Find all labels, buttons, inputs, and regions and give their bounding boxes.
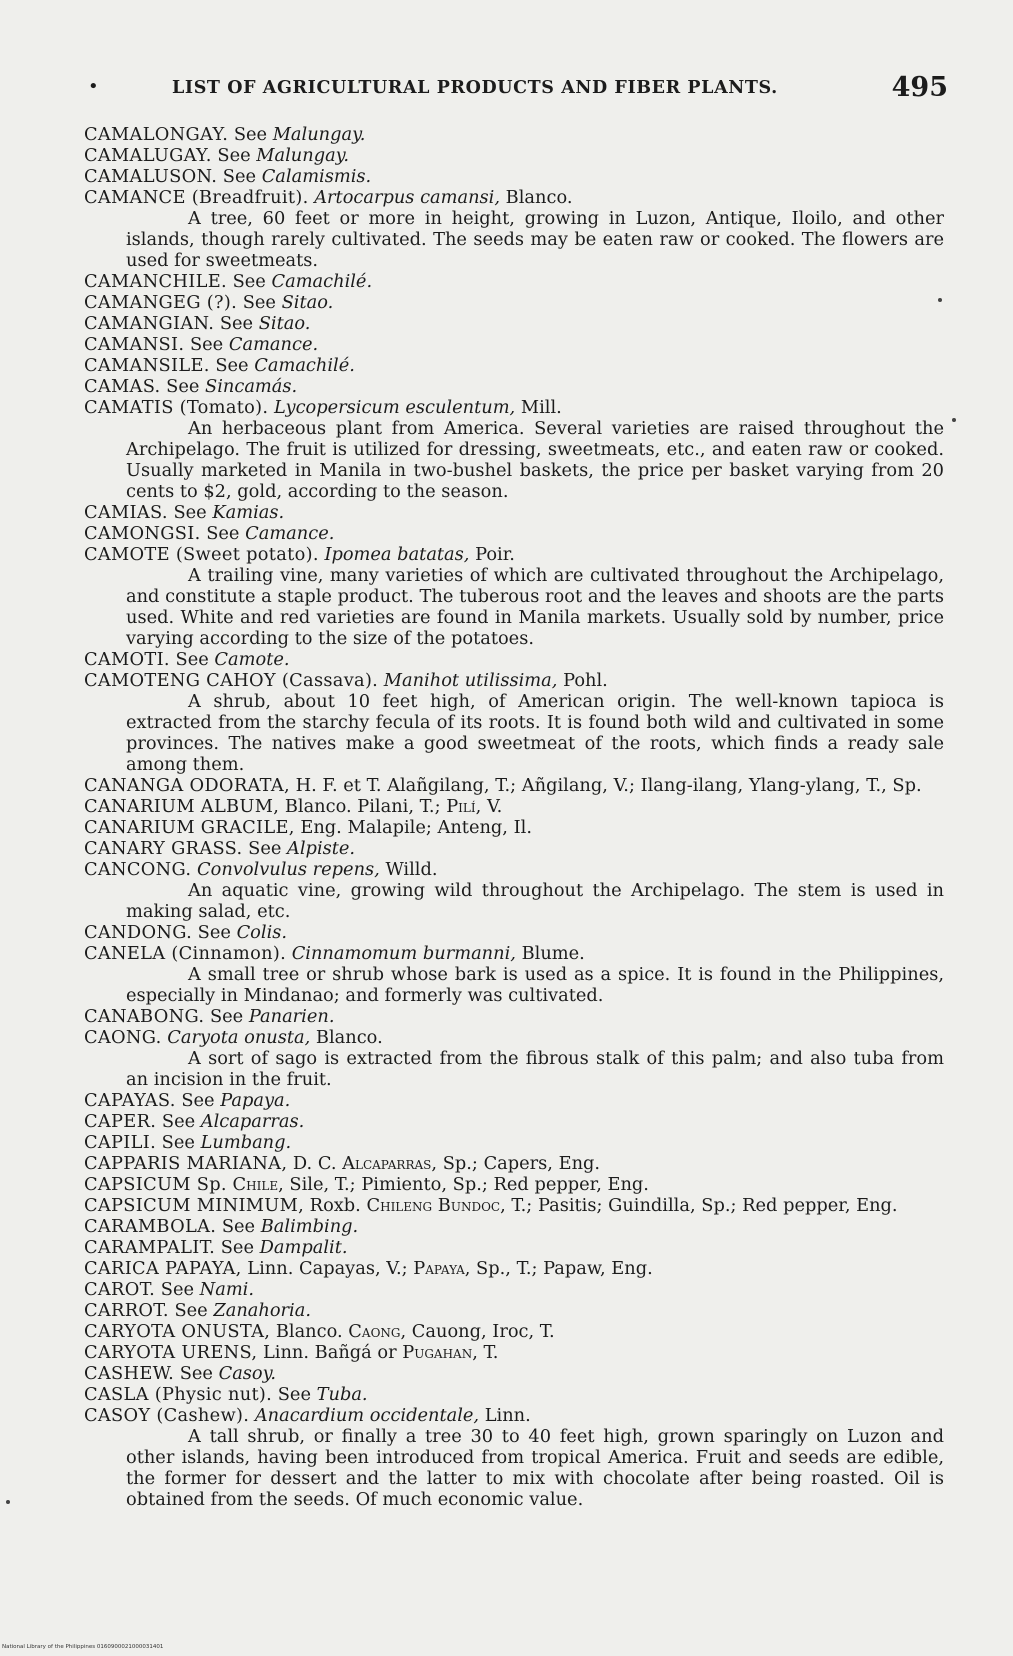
headword: CASOY (Cashew). bbox=[84, 1405, 250, 1426]
entry-line bbox=[84, 145, 944, 166]
header-mark: • bbox=[88, 76, 99, 97]
scientific-name: Alcaparras. bbox=[200, 1111, 305, 1132]
entry-text: Linn. Capayas, V.; bbox=[241, 1258, 414, 1279]
entry-text: Mill. bbox=[515, 397, 562, 418]
entry-text: See bbox=[168, 1300, 214, 1321]
entry-description: An herbaceous plant from America. Several varieties are raised throughout the Archipelago. The fruit is utilized for dressing, sweetmeats, etc., and eaten raw or cooked. Usually marketed in Manila in two-bushel baskets, the price per basket varying from 20 cents to $2, gold, according to the season. bbox=[126, 418, 944, 502]
scan-speck bbox=[6, 1500, 10, 1504]
entry-description: A shrub, about 10 feet high, of American origin. The well-known tapioca is extracted from the starchy fecula of its roots. It is found both wild and cultivated in some provinces. The natives make a good sweetmeat of the roots, which finds a ready sale among them. bbox=[126, 691, 944, 775]
headword: CAMANCE (Breadfruit). bbox=[84, 187, 309, 208]
entry-text: See bbox=[156, 1132, 201, 1153]
entry-text: Blanco. bbox=[310, 1027, 383, 1048]
entry-line bbox=[84, 1195, 944, 1216]
scientific-name: Camance. bbox=[245, 523, 335, 544]
entry-text: See bbox=[169, 649, 215, 670]
entry-line bbox=[84, 1237, 944, 1258]
scientific-name: Tuba. bbox=[316, 1384, 368, 1405]
entry-text: See bbox=[167, 502, 213, 523]
entry-text: See bbox=[200, 523, 246, 544]
headword: CAMOTENG CAHOY (Cassava). bbox=[84, 670, 379, 691]
scientific-name: Balimbing. bbox=[260, 1216, 359, 1237]
entry-text: , Sp.; Capers, Eng. bbox=[431, 1153, 601, 1174]
entry-line bbox=[84, 502, 944, 523]
entry-line bbox=[84, 670, 944, 691]
headword: CAMONGSI. bbox=[84, 523, 201, 544]
entry-text: See bbox=[192, 922, 237, 943]
headword: CANARY GRASS. bbox=[84, 838, 243, 859]
scientific-name: Camachilé. bbox=[254, 355, 355, 376]
running-title: LIST OF AGRICULTURAL PRODUCTS AND FIBER PLANTS. bbox=[172, 78, 778, 98]
entry-line bbox=[84, 313, 944, 334]
headword: CANDONG. bbox=[84, 922, 193, 943]
entry-line bbox=[84, 1090, 944, 1111]
scientific-name: Sitao. bbox=[281, 292, 334, 313]
entry-text: Blanco. bbox=[500, 187, 573, 208]
entry-text: See bbox=[209, 355, 255, 376]
entry-text: See bbox=[211, 145, 257, 166]
entry-line bbox=[84, 859, 944, 880]
running-header bbox=[88, 72, 948, 108]
entry-description: A tree, 60 feet or more in height, growing in Luzon, Antique, Iloilo, and other islands, though rarely cultivated. The seeds may be eaten raw or cooked. The flowers are used for sweetmeats. bbox=[126, 208, 944, 271]
entry-text: See bbox=[184, 334, 229, 355]
entry-text: See bbox=[272, 1384, 317, 1405]
headword: CANARIUM ALBUM, bbox=[84, 796, 280, 817]
entry-line bbox=[84, 1006, 944, 1027]
headword: CARYOTA URENS, bbox=[84, 1342, 258, 1363]
headword: CAMANSI. bbox=[84, 334, 185, 355]
scientific-name: Lumbang. bbox=[200, 1132, 292, 1153]
scan-footer: National Library of the Philippines 0160900021000031401 bbox=[2, 1644, 164, 1650]
headword: CAMOTI. bbox=[84, 649, 170, 670]
entry-description: An aquatic vine, growing wild throughout the Archipelago. The stem is used in making salad, etc. bbox=[126, 880, 944, 922]
entry-text: Linn. Bañgá or bbox=[257, 1342, 403, 1363]
entry-line bbox=[84, 1153, 944, 1174]
headword: CAMANSILE. bbox=[84, 355, 210, 376]
entry-line bbox=[84, 334, 944, 355]
entry-text: Blanco. bbox=[270, 1321, 349, 1342]
headword: CANANGA ODORATA, bbox=[84, 775, 290, 796]
scientific-name: Panarien. bbox=[248, 1006, 335, 1027]
vernacular-name: Caong bbox=[348, 1321, 401, 1342]
entry-line bbox=[84, 376, 944, 397]
headword: CARAMBOLA. bbox=[84, 1216, 217, 1237]
scientific-name: Papaya. bbox=[220, 1090, 291, 1111]
headword: CAONG. bbox=[84, 1027, 162, 1048]
entry-text: See bbox=[242, 838, 288, 859]
headword: CARROT. bbox=[84, 1300, 169, 1321]
headword: CAMATIS (Tomato). bbox=[84, 397, 269, 418]
entry-text: See bbox=[216, 1216, 261, 1237]
headword: CAMANCHILE. bbox=[84, 271, 227, 292]
entry-line bbox=[84, 775, 944, 796]
scientific-name: Caryota onusta, bbox=[167, 1027, 311, 1048]
entry-text: See bbox=[155, 1279, 200, 1300]
entry-description: A tall shrub, or finally a tree 30 to 40 feet high, grown sparingly on Luzon and other islands, having been introduced from tropical America. Fruit and seeds are edible, the former for dessert and the latter to mix with chocolate after being roasted. Oil is obtained from the seeds. Of much economic value. bbox=[126, 1426, 944, 1510]
headword: CAMOTE (Sweet potato). bbox=[84, 544, 319, 565]
entry-text: Willd. bbox=[379, 859, 438, 880]
headword: CARYOTA ONUSTA, bbox=[84, 1321, 271, 1342]
headword: CASLA (Physic nut). bbox=[84, 1384, 273, 1405]
headword: CASHEW. bbox=[84, 1363, 175, 1384]
vernacular-name: Chile bbox=[232, 1174, 279, 1195]
headword: CANCONG. bbox=[84, 859, 192, 880]
headword: CANABONG. bbox=[84, 1006, 205, 1027]
scientific-name: Anacardium occidentale, bbox=[254, 1405, 480, 1426]
scientific-name: Zanahoria. bbox=[213, 1300, 311, 1321]
entry-line bbox=[84, 124, 944, 145]
headword: CAMALONGAY. bbox=[84, 124, 229, 145]
entry-text: See bbox=[215, 1237, 260, 1258]
headword: CANELA (Cinnamon). bbox=[84, 943, 287, 964]
vernacular-name: Papaya bbox=[413, 1258, 465, 1279]
entry-line bbox=[84, 1363, 944, 1384]
headword: CAMANGIAN. bbox=[84, 313, 215, 334]
page-number: 495 bbox=[891, 72, 948, 103]
headword: CAROT. bbox=[84, 1279, 156, 1300]
entry-line bbox=[84, 796, 944, 817]
headword: CAPER. bbox=[84, 1111, 157, 1132]
scientific-name: Kamias. bbox=[212, 502, 285, 523]
entry-line bbox=[84, 1216, 944, 1237]
entry-line bbox=[84, 1300, 944, 1321]
headword: CAMANGEG (?). bbox=[84, 292, 238, 313]
scientific-name: Sitao. bbox=[258, 313, 311, 334]
entry-text: Linn. bbox=[479, 1405, 531, 1426]
entry-description: A trailing vine, many varieties of which are cultivated throughout the Archipelago, and constitute a staple product. The tuberous root and the leaves and shoots are the parts used. White and red varieties are found in Manila markets. Usually sold by number, price varying according to the size of the potatoes. bbox=[126, 565, 944, 649]
scientific-name: Colis. bbox=[236, 922, 288, 943]
scientific-name: Nami. bbox=[199, 1279, 255, 1300]
entry-line bbox=[84, 1258, 944, 1279]
entry-line bbox=[84, 1405, 944, 1426]
entry-line bbox=[84, 544, 944, 565]
entry-line bbox=[84, 838, 944, 859]
entry-text: See bbox=[156, 1111, 201, 1132]
scientific-name: Alpiste. bbox=[287, 838, 356, 859]
vernacular-name: Alcaparras bbox=[342, 1153, 432, 1174]
headword: CAMIAS. bbox=[84, 502, 168, 523]
headword: CARICA PAPAYA, bbox=[84, 1258, 242, 1279]
entry-text: See bbox=[237, 292, 282, 313]
entry-text: See bbox=[214, 313, 259, 334]
entry-line bbox=[84, 1132, 944, 1153]
entry-text: Eng. Malapile; Anteng, Il. bbox=[294, 817, 532, 838]
scientific-name: Malungay. bbox=[272, 124, 366, 145]
entry-text: Blume. bbox=[515, 943, 585, 964]
entry-line bbox=[84, 523, 944, 544]
scientific-name: Dampalit. bbox=[259, 1237, 348, 1258]
entry-text: Blanco. Pilani, T.; bbox=[279, 796, 447, 817]
scientific-name: Casoy. bbox=[218, 1363, 276, 1384]
entry-text: See bbox=[175, 1090, 221, 1111]
headword: CAPAYAS. bbox=[84, 1090, 176, 1111]
entry-text: Roxb. bbox=[304, 1195, 367, 1216]
headword: CAMALUGAY. bbox=[84, 145, 212, 166]
entry-line bbox=[84, 922, 944, 943]
headword: CARAMPALIT. bbox=[84, 1237, 216, 1258]
entry-text: D. C. bbox=[287, 1153, 343, 1174]
entry-text: , Cauong, Iroc, T. bbox=[400, 1321, 555, 1342]
entry-line bbox=[84, 649, 944, 670]
entry-line bbox=[84, 397, 944, 418]
entry-line bbox=[84, 292, 944, 313]
entry-line bbox=[84, 1174, 944, 1195]
entry-text: See bbox=[204, 1006, 249, 1027]
entry-text: H. F. et T. Alañgilang, T.; Añgilang, V.; Ilang-ilang, Ylang-ylang, T., Sp. bbox=[289, 775, 922, 796]
scientific-name: Convolvulus repens, bbox=[197, 859, 380, 880]
scientific-name: Lycopersicum esculentum, bbox=[274, 397, 516, 418]
vernacular-name: Pilí bbox=[446, 796, 476, 817]
headword: CAPPARIS MARIANA, bbox=[84, 1153, 288, 1174]
entry-line bbox=[84, 166, 944, 187]
scientific-name: Ipomea batatas, bbox=[324, 544, 470, 565]
entry-text: , T. bbox=[472, 1342, 499, 1363]
entry-list bbox=[84, 124, 944, 1510]
scientific-name: Manihot utilissima, bbox=[383, 670, 558, 691]
entry-line bbox=[84, 943, 944, 964]
entry-text: Pohl. bbox=[557, 670, 608, 691]
vernacular-name: Chileng Bundoc bbox=[366, 1195, 501, 1216]
entry-text: See bbox=[226, 271, 272, 292]
entry-text: See bbox=[174, 1363, 219, 1384]
scientific-name: Calamismis. bbox=[261, 166, 372, 187]
entry-text: See bbox=[217, 166, 262, 187]
scientific-name: Malungay. bbox=[256, 145, 350, 166]
scientific-name: Cinnamomum burmanni, bbox=[291, 943, 516, 964]
entry-line bbox=[84, 1027, 944, 1048]
entry-line bbox=[84, 1342, 944, 1363]
entry-line bbox=[84, 1384, 944, 1405]
entry-line bbox=[84, 187, 944, 208]
headword: CAPSICUM MINIMUM, bbox=[84, 1195, 305, 1216]
entry-text: , V. bbox=[475, 796, 503, 817]
entry-line bbox=[84, 817, 944, 838]
entry-text: , Sile, T.; Pimiento, Sp.; Red pepper, Eng. bbox=[278, 1174, 649, 1195]
scan-speck bbox=[938, 298, 942, 302]
vernacular-name: Pugahan bbox=[402, 1342, 473, 1363]
scientific-name: Sincamás. bbox=[205, 376, 298, 397]
entry-description: A sort of sago is extracted from the fibrous stalk of this palm; and also tuba from an incision in the fruit. bbox=[126, 1048, 944, 1090]
entry-text: See bbox=[160, 376, 206, 397]
entry-text: See bbox=[228, 124, 273, 145]
scientific-name: Camachilé. bbox=[271, 271, 373, 292]
headword: CAPILI. bbox=[84, 1132, 157, 1153]
entry-line bbox=[84, 1279, 944, 1300]
entry-line bbox=[84, 1111, 944, 1132]
entry-text: , T.; Pasitis; Guindilla, Sp.; Red pepper, Eng. bbox=[500, 1195, 898, 1216]
entry-line bbox=[84, 1321, 944, 1342]
scientific-name: Camote. bbox=[214, 649, 290, 670]
headword: CAMALUSON. bbox=[84, 166, 218, 187]
scientific-name: Artocarpus camansi, bbox=[314, 187, 501, 208]
entry-text: Poir. bbox=[469, 544, 515, 565]
entry-text: , Sp., T.; Papaw, Eng. bbox=[464, 1258, 653, 1279]
entry-line bbox=[84, 271, 944, 292]
entry-line bbox=[84, 355, 944, 376]
headword: CANARIUM GRACILE, bbox=[84, 817, 295, 838]
headword: CAPSICUM Sp. bbox=[84, 1174, 227, 1195]
entry-description: A small tree or shrub whose bark is used as a spice. It is found in the Philippines, especially in Mindanao; and formerly was cultivated. bbox=[126, 964, 944, 1006]
scientific-name: Camance. bbox=[228, 334, 319, 355]
headword: CAMAS. bbox=[84, 376, 161, 397]
scan-speck bbox=[952, 418, 956, 422]
